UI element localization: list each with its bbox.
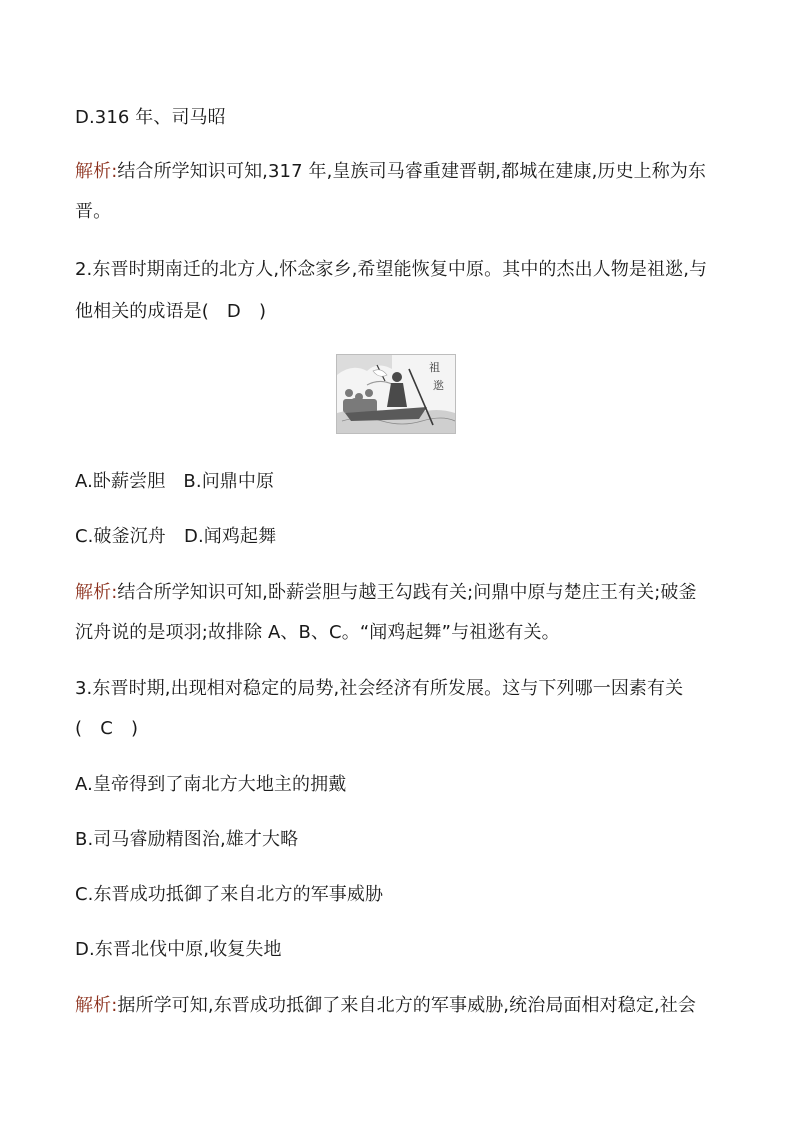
analysis-q1-line2: 晋。 [75,201,112,222]
analysis-q2-line2: 沉舟说的是项羽;故排除 A、B、C。“闻鸡起舞”与祖逖有关。 [75,622,560,643]
question-3-option-d: D.东晋北伐中原,收复失地 [75,939,282,960]
question-3-line2: ( C ) [75,718,139,739]
illustration-caption-char-2: 逖 [433,379,444,392]
analysis-text: 结合所学知识可知,卧薪尝胆与越王勾践有关;问鼎中原与楚庄王有关;破釜 [117,582,697,603]
analysis-label: 解析: [75,582,118,603]
question-3-option-b: B.司马睿励精图治,雄才大略 [75,829,299,850]
zu-ti-image [337,355,455,433]
question-3-line1: 3.东晋时期,出现相对稳定的局势,社会经济有所发展。这与下列哪一因素有关 [75,678,684,699]
analysis-label: 解析: [75,995,118,1016]
question-3-option-c: C.东晋成功抵御了来自北方的军事威胁 [75,884,384,905]
question-2-options-cd: C.破釜沉舟 D.闻鸡起舞 [75,526,277,547]
analysis-text: 结合所学知识可知,317 年,皇族司马睿重建晋朝,都城在建康,历史上称为东 [117,161,707,182]
question-2-line1: 2.东晋时期南迁的北方人,怀念家乡,希望能恢复中原。其中的杰出人物是祖逖,与 [75,259,708,280]
zu-ti-illustration [336,354,456,434]
analysis-q1-line1 [75,160,706,184]
option-d-q1: D.316 年、司马昭 [75,107,226,128]
question-2-line2: 他相关的成语是( D ) [75,301,267,322]
illustration-caption-char-1: 祖 [429,361,440,374]
question-2-options-ab: A.卧薪尝胆 B.问鼎中原 [75,471,275,492]
analysis-text: 据所学可知,东晋成功抵御了来自北方的军事威胁,统治局面相对稳定,社会 [117,995,696,1016]
analysis-q2-line1 [75,581,697,605]
analysis-q3-line1 [75,994,696,1018]
analysis-label: 解析: [75,161,118,182]
question-3-option-a: A.皇帝得到了南北方大地主的拥戴 [75,774,347,795]
